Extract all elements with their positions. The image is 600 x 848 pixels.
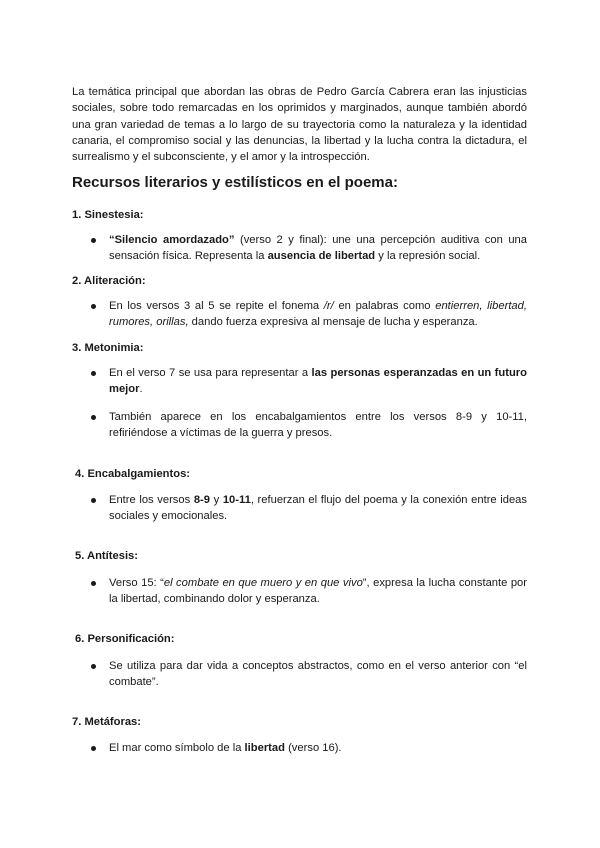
list-item-text: En el verso 7 se usa para representar a las personas esperanzadas en un futuro mejor. (109, 367, 527, 396)
subheading-encabalgamientos: 4. Encabalgamientos: (75, 468, 191, 480)
subheading-metonimia: 3. Metonimia: (72, 342, 144, 354)
list-item-text: Entre los versos 8-9 y 10-11, refuerzan el flujo del poema y la conexión entre ideas sociales y emocionales. (109, 494, 527, 523)
list-item (91, 409, 527, 442)
bullet-icon (91, 415, 96, 420)
list-item (91, 740, 527, 756)
list-item-text: En los versos 3 al 5 se repite el fonema /r/ en palabras como entierren, libertad, rumores, orillas, dando fuerza expresiva al mensaje de lucha y esperanza. (109, 300, 527, 329)
bullet-icon (91, 664, 96, 669)
list-item (91, 365, 527, 398)
list-item (91, 492, 527, 525)
section-heading: Recursos literarios y estilísticos en el poema: (72, 174, 398, 191)
subheading-antitesis: 5. Antítesis: (75, 550, 138, 562)
list-item (91, 298, 527, 331)
bullet-icon (91, 371, 96, 376)
intro-paragraph: La temática principal que abordan las obras de Pedro García Cabrera eran las injusticias sociales, sobre todo remarcadas en los oprimidos y marginados, aunque también abordó una gran variedad de temas a lo largo de su trayectoria como la naturaleza y la identidad canaria, el compromiso social y las denuncias, la libertad y la lucha contra la dictadura, el surrealismo y el subconsciente, y el amor y la introspección. (72, 86, 527, 164)
subheading-sinestesia: 1. Sinestesia: (72, 209, 144, 221)
list-item-text: También aparece en los encabalgamientos entre los versos 8-9 y 10-11, refiriéndose a víctimas de la guerra y presos. (109, 411, 527, 440)
list-item (91, 575, 527, 608)
list-item-text: “Silencio amordazado” (verso 2 y final): une una percepción auditiva con una sensación física. Representa la ausencia de libertad y la represión social. (109, 234, 527, 263)
bullet-icon (91, 746, 96, 751)
bullet-icon (91, 238, 96, 243)
list-item-text: Verso 15: “el combate en que muero y en que vivo”, expresa la lucha constante por la libertad, combinando dolor y esperanza. (109, 577, 527, 606)
subheading-personificacion: 6. Personificación: (75, 633, 175, 645)
bullet-icon (91, 498, 96, 503)
bullet-icon (91, 581, 96, 586)
list-item (91, 658, 527, 691)
list-item (91, 232, 527, 265)
bullet-icon (91, 304, 96, 309)
subheading-metaforas: 7. Metáforas: (72, 716, 142, 728)
subheading-aliteracion: 2. Aliteración: (72, 275, 146, 287)
list-item-text: El mar como símbolo de la libertad (verso 16). (109, 742, 342, 754)
list-item-text: Se utiliza para dar vida a conceptos abstractos, como en el verso anterior con “el combate”. (109, 660, 527, 689)
